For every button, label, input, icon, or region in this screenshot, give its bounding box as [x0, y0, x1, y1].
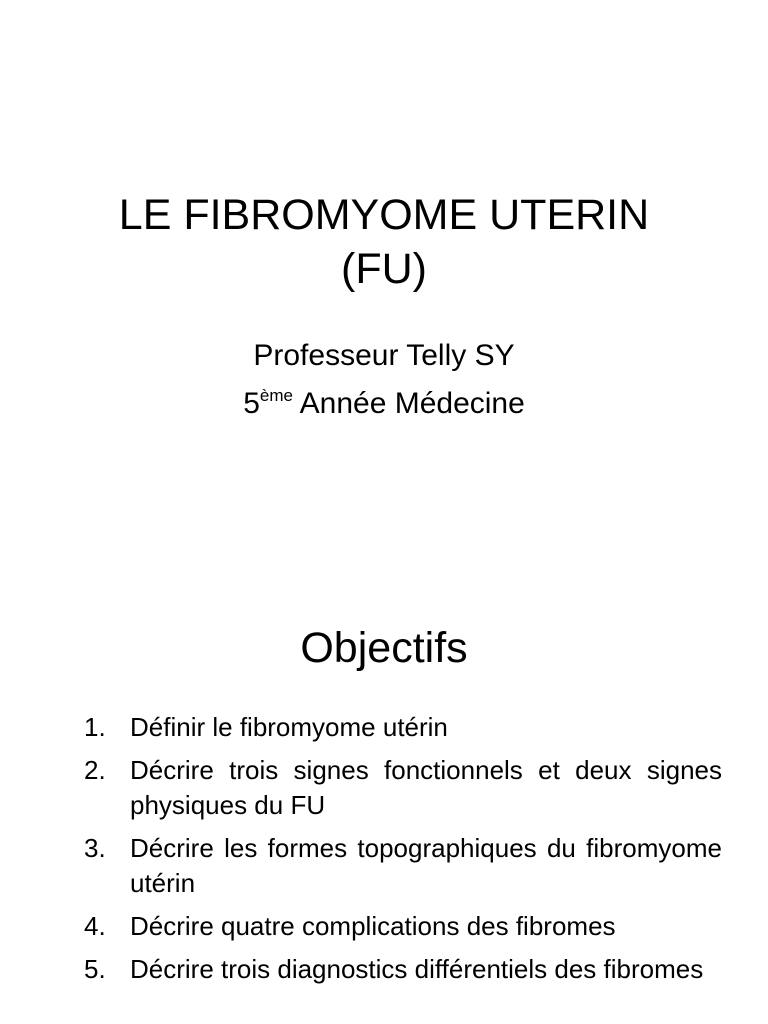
slide-subtitle	[0, 332, 768, 432]
objective-item-5	[84, 952, 722, 987]
objective-number: 4.	[84, 911, 106, 941]
objective-number: 2.	[84, 755, 106, 785]
objective-number: 1.	[84, 712, 106, 742]
objectives-heading: Objectifs	[300, 624, 468, 672]
year-suffix: ème	[259, 386, 293, 405]
objectives-list	[84, 710, 722, 995]
year-rest: Année Médecine	[292, 387, 525, 420]
objective-text: Décrire trois signes fonctionnels et deux signes physiques du FU	[130, 755, 722, 820]
slide-title-line-1: LE FIBROMYOME UTERIN	[118, 191, 650, 239]
course-year	[0, 380, 768, 432]
objective-text: Décrire les formes topographiques du fibromyome utérin	[130, 833, 722, 898]
objective-item-1	[84, 710, 722, 745]
author-name: Professeur Telly SY	[253, 339, 515, 372]
objective-item-2	[84, 753, 722, 823]
objective-number: 5.	[84, 954, 106, 984]
objective-text: Décrire quatre complications des fibromes	[130, 911, 616, 941]
objective-item-3	[84, 831, 722, 901]
objectives-slide	[0, 560, 768, 1024]
objective-text: Définir le fibromyome utérin	[130, 712, 448, 742]
objective-text: Décrire trois diagnostics différentiels des fibromes	[130, 954, 704, 984]
objective-number: 3.	[84, 833, 106, 863]
objective-item-4	[84, 909, 722, 944]
slide-title-line-2: (FU)	[341, 245, 427, 293]
slide-title	[0, 188, 768, 296]
year-number: 5	[243, 387, 260, 420]
